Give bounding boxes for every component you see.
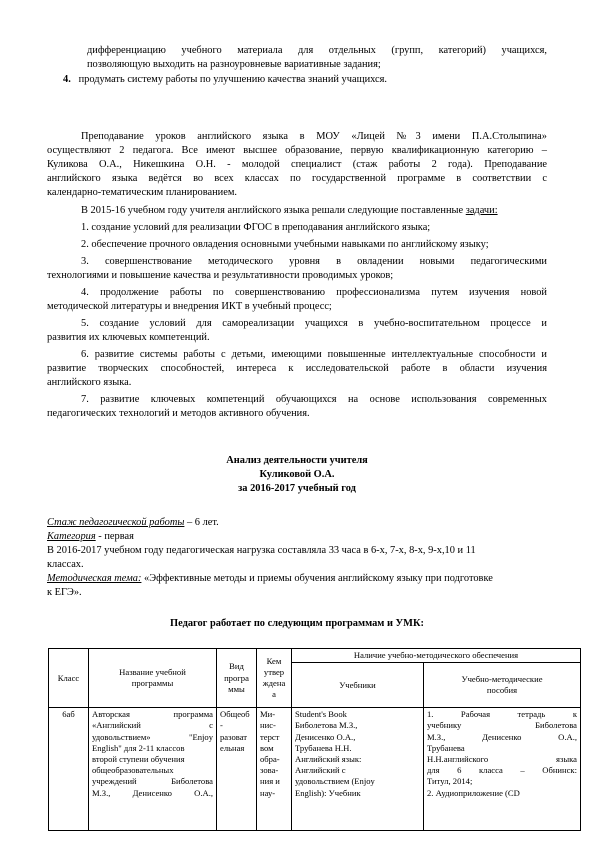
header-class: Класс xyxy=(49,649,89,708)
theme-label: Методическая тема: xyxy=(47,573,142,584)
header-support: Наличие учебно-методического обеспечения xyxy=(292,649,581,663)
task-item: английского языка. xyxy=(47,377,132,388)
experience-label: Стаж педагогической работы xyxy=(47,517,185,528)
text-line: позволяющую выходить на разноуровневые вариативные задания; xyxy=(87,59,381,70)
list-item-3-continuation xyxy=(87,44,547,72)
task-item: развития их ключевых компетенций. xyxy=(47,332,210,343)
text-line: дифференциацию учебного материала для отдельных (групп, категорий) учащихся, xyxy=(87,45,547,56)
table-row xyxy=(49,708,581,831)
category-label: Категория xyxy=(47,531,96,542)
umk-table xyxy=(48,648,581,831)
theme-line xyxy=(47,572,547,586)
header-approved: Кем утвер ждена а xyxy=(257,649,292,708)
header-type: Вид програ ммы xyxy=(217,649,257,708)
text-line: английского языка ведётся во всех классах по государственной программе в соответствии с xyxy=(47,173,547,184)
cell-approved: Ми- нис- терст вом обра- зова- ния и нау- xyxy=(257,708,292,831)
list-text: продумать систему работы по улучшению качества знаний учащихся. xyxy=(78,74,388,85)
title-line: Анализ деятельности учителя xyxy=(226,455,368,466)
category-value: - первая xyxy=(95,531,134,542)
cell-class: 6аб xyxy=(49,708,89,831)
task-item: 6. развитие системы работы с детьми, имеющими повышенные интеллектуальные способности и xyxy=(81,349,547,360)
cell-type: Общеоб - разоват ельная xyxy=(217,708,257,831)
cell-textbooks: Student's Book Биболетова М.З., Денисенко О.А., Трубанева Н.Н. Английский язык: Английский с удовольствием (Enjoy English): Учебник xyxy=(292,708,424,831)
header-manuals: Учебно-методические пособия xyxy=(424,663,581,708)
category-line xyxy=(47,530,547,544)
text-line: классах. xyxy=(47,559,84,570)
text-line: к ЕГЭ». xyxy=(47,587,82,598)
task-item: педагогических технологий и методов активного обучения. xyxy=(47,408,310,419)
analysis-title xyxy=(47,454,547,496)
analysis-details xyxy=(47,516,547,600)
task-item: 5. создание условий для самореализации учащихся в учебно-воспитательном процессе и xyxy=(81,318,547,329)
text-line: осуществляют 2 педагога. Все имеют высшее образование, первую квалификационную категорию – xyxy=(47,145,547,156)
intro-paragraph xyxy=(47,130,547,200)
theme-value: «Эффективные методы и приемы обучения английскому языку при подготовке xyxy=(141,573,493,584)
cell-manuals: 1. Рабочая тетрадь к учебнику Биболетова М.З., Денисенко О.А., Трубанева Н.Н.английского языка для 6 класса – Обнинск: Титул, 2014; 2. Аудиоприложение (CD xyxy=(424,708,581,831)
task-item: развитие творческих способностей, интереса к исследовательской работе в области изучения xyxy=(47,363,547,374)
list-item-4 xyxy=(63,73,547,87)
title-line: Куликовой О.А. xyxy=(259,469,335,480)
experience-value: – 6 лет. xyxy=(184,517,219,528)
tasks-word: задачи: xyxy=(465,205,498,216)
title-line: за 2016-2017 учебный год xyxy=(238,483,356,494)
experience-line xyxy=(47,516,547,530)
text-line: В 2016-2017 учебном году педагогическая нагрузка составляла 33 часа в 6-х, 7-х, 8-х, 9-х,10 и 11 xyxy=(47,545,476,556)
text-line: Преподавание уроков английского языка в МОУ «Лицей №3 имени П.А.Столыпина» xyxy=(81,131,547,142)
header-program: Название учебной программы xyxy=(89,649,217,708)
task-item: 1. создание условий для реализации ФГОС в преподавания английского языка; xyxy=(81,222,431,233)
task-item: методической литературы и внедрения ИКТ в учебный процесс; xyxy=(47,301,332,312)
list-number: 4. xyxy=(63,74,71,85)
text-line: Куликова О.А., Никешкина О.Н. - молодой специалист (стаж работы 2 года). Преподавание xyxy=(47,159,547,170)
tasks-block xyxy=(47,204,547,421)
task-item: 3. совершенствование методического уровня в овладении новыми педагогическими xyxy=(81,256,547,267)
table-header-row xyxy=(49,649,581,663)
task-item: 7. развитие ключевых компетенций обучающихся на основе использования современных xyxy=(81,394,547,405)
header-textbooks: Учебники xyxy=(292,663,424,708)
task-item: 4. продолжение работы по совершенствованию профессионализма путем изучения новой xyxy=(81,287,547,298)
tasks-lead: В 2015-16 учебном году учителя английского языка решали следующие поставленные задачи: xyxy=(81,205,498,216)
table-title: Педагог работает по следующим программам и УМК: xyxy=(170,618,424,629)
task-item: 2. обеспечение прочного овладения основными учебными навыками по английскому языку; xyxy=(81,239,489,250)
cell-program: Авторская программа «Английский с удовольствием» "Enjoy English" для 2-11 классов второй ступени обучения общеобразовательных учреждений Биболетова М.З., Денисенко О.А., xyxy=(89,708,217,831)
task-item: технологиями и повышение качества и результативности проводимых уроков; xyxy=(47,270,394,281)
text-line: календарно-тематическим планированием. xyxy=(47,187,238,198)
